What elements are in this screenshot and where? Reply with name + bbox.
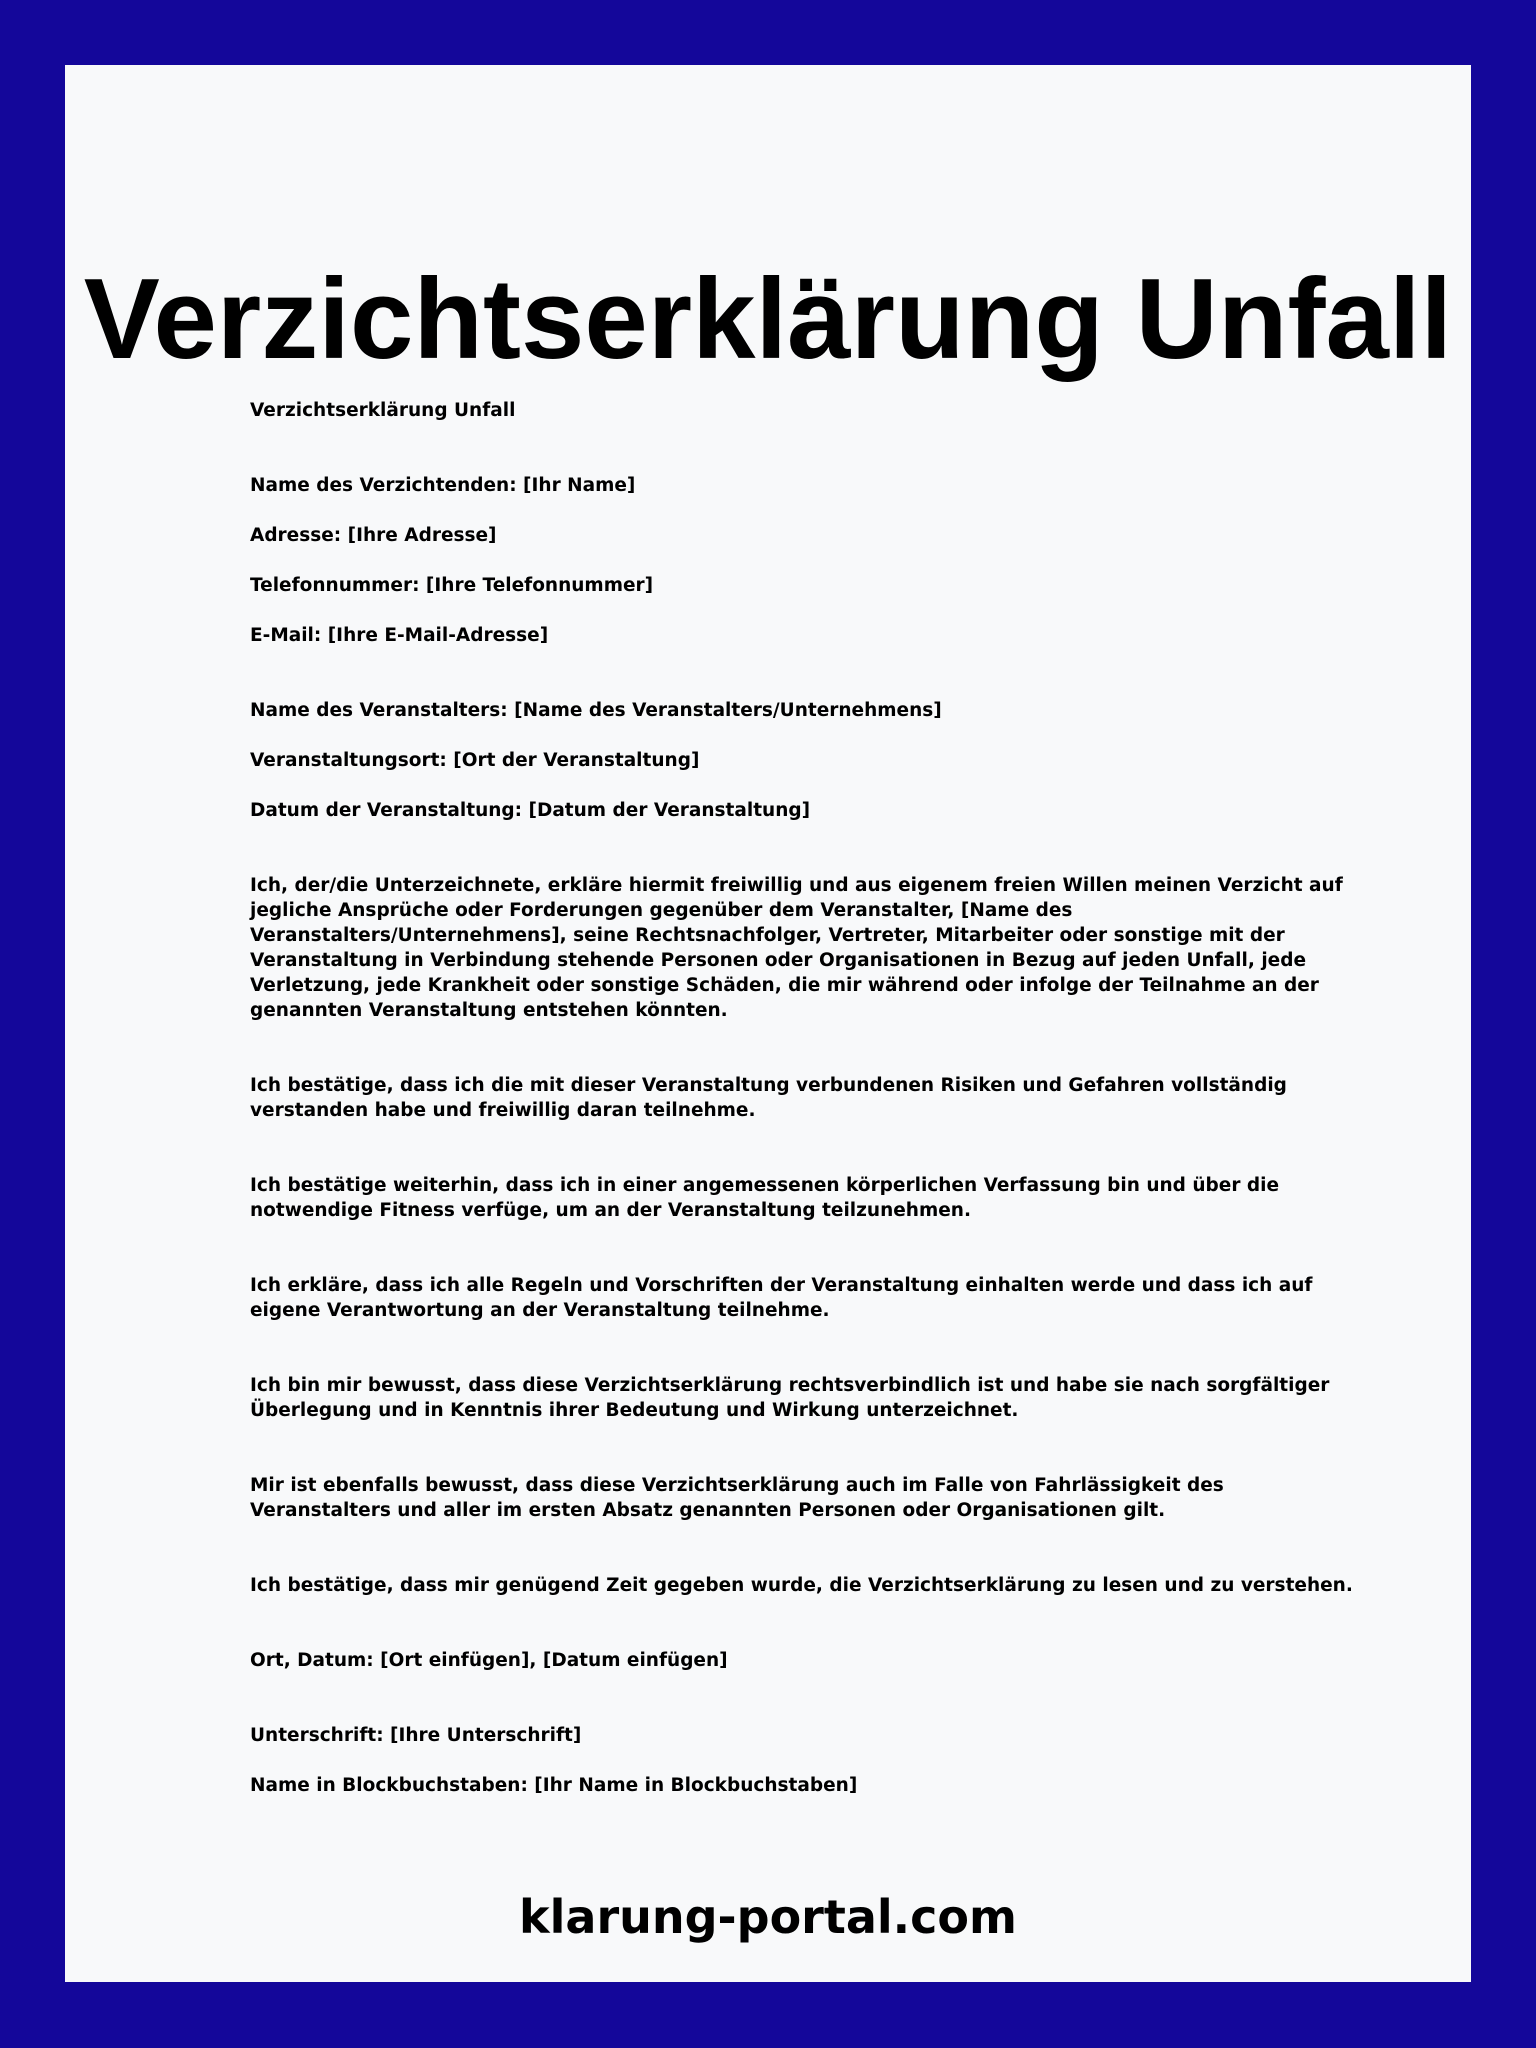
- risk-paragraph: Ich bestätige, dass ich die mit dieser Veranstaltung verbundenen Risiken und Gefahren vollständig verstanden habe und freiwillig daran teilnehme.: [250, 1075, 1287, 1121]
- field-organizer: Name des Veranstalters: [Name des Veranstalters/Unternehmens]: [250, 700, 942, 721]
- place-date-line: Ort, Datum: [Ort einfügen], [Datum einfügen]: [250, 1650, 728, 1671]
- site-footer: klarung-portal.com: [519, 1890, 1017, 1944]
- field-email: E-Mail: [Ihre E-Mail-Adresse]: [250, 625, 549, 646]
- field-location: Veranstaltungsort: [Ort der Veranstaltung]: [250, 750, 700, 771]
- rules-paragraph: Ich erkläre, dass ich alle Regeln und Vorschriften der Veranstaltung einhalten werde und dass ich auf eigene Verantwortung an der Veranstaltung teilnehme.: [250, 1275, 1313, 1321]
- time-paragraph: Ich bestätige, dass mir genügend Zeit gegeben wurde, die Verzichtserklärung zu lesen und zu verstehen.: [250, 1575, 1353, 1596]
- document-page: [65, 65, 1471, 1982]
- field-name: Name des Verzichtenden: [Ihr Name]: [250, 475, 636, 496]
- negligence-paragraph: Mir ist ebenfalls bewusst, dass diese Verzichtserklärung auch im Falle von Fahrlässigkeit des Veranstalters und aller im ersten Absatz genannten Personen oder Organisationen gilt.: [250, 1475, 1224, 1521]
- document-title-line: Verzichtserklärung Unfall: [250, 400, 516, 421]
- document-body: [250, 398, 1360, 1798]
- field-phone: Telefonnummer: [Ihre Telefonnummer]: [250, 575, 654, 596]
- waiver-paragraph: Ich, der/die Unterzeichnete, erkläre hiermit freiwillig und aus eigenem freien Willen meinen Verzicht auf jegliche Ansprüche oder Forderungen gegenüber dem Veranstalter, [Name des Veranstalters/Unternehmens], seine Rechtsnachfolger, Vertreter, Mitarbeiter oder sonstige mit der Veranstaltung in Verbindung stehende Personen oder Organisationen in Bezug auf jeden Unfall, jede Verletzung, jede Krankheit oder sonstige Schäden, die mir während oder infolge der Teilnahme an der genannten Veranstaltung entstehen könnten.: [250, 875, 1343, 1021]
- field-event-date: Datum der Veranstaltung: [Datum der Veranstaltung]: [250, 800, 811, 821]
- field-address: Adresse: [Ihre Adresse]: [250, 525, 497, 546]
- block-name-line: Name in Blockbuchstaben: [Ihr Name in Blockbuchstaben]: [250, 1775, 858, 1796]
- fitness-paragraph: Ich bestätige weiterhin, dass ich in einer angemessenen körperlichen Verfassung bin und über die notwendige Fitness verfüge, um an der Veranstaltung teilzunehmen.: [250, 1175, 1280, 1221]
- signature-line: Unterschrift: [Ihre Unterschrift]: [250, 1725, 582, 1746]
- binding-paragraph: Ich bin mir bewusst, dass diese Verzichtserklärung rechtsverbindlich ist und habe sie nach sorgfältiger Überlegung und in Kenntnis ihrer Bedeutung und Wirkung unterzeichnet.: [250, 1375, 1330, 1421]
- page-title: Verzichtserklärung Unfall: [83, 256, 1453, 383]
